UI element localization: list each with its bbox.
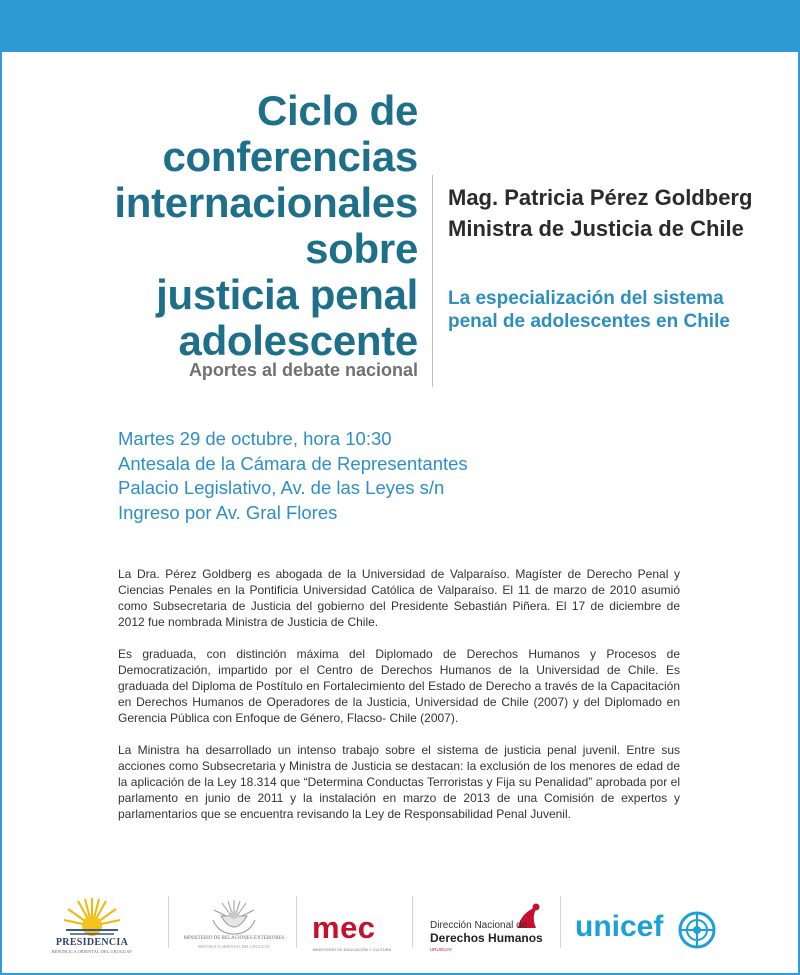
coat-of-arms-icon bbox=[209, 898, 259, 936]
event-subtitle: Aportes al debate nacional bbox=[188, 360, 418, 380]
speaker-biography bbox=[118, 566, 680, 838]
event-venue: Antesala de la Cámara de Representantes bbox=[118, 452, 468, 474]
speaker-name: Mag. Patricia Pérez Goldberg bbox=[448, 185, 753, 210]
sun-emblem-icon bbox=[62, 896, 122, 936]
presidencia-label: PRESIDENCIA bbox=[55, 937, 129, 948]
dnh-label-line1: Dirección Nacional de bbox=[430, 920, 528, 931]
bio-paragraph: Es graduada, con distinción máxima del Diplomado de Derechos Humanos y Procesos de Democratización, impartido por el Centro de Derechos Humanos de la Universidad de Chile. Es graduada del Diploma de Postítulo en Fortalecimiento del Estado de Derecho a través de la Capacitación en Derechos Humanos de Operadores de la Justicia, Universidad de Chile (2007) y del Diplomado en Gerencia Pública con Enfoque de Género, Flacso- Chile (2007). bbox=[118, 647, 680, 725]
logo-divider bbox=[168, 896, 169, 948]
bio-paragraph: La Ministra ha desarrollado un intenso trabajo sobre el sistema de justicia penal juvenil. Entre sus acciones como Subsecretaria y Ministra de Justicia se destacan: la exclusión de los menores de edad de la aplicación de la Ley 18.314 que “Determina Conductas Terroristas y Fija su Penalidad” aprobada por el parlamento en junio de 2011 y la instalación en marzo de 2013 de una Comisión de expertos y parlamentarios que se encuentra revisando la Ley de Responsabilidad Penal Juvenil. bbox=[118, 743, 680, 821]
unicef-logo: unicef bbox=[575, 910, 664, 943]
top-color-bar bbox=[0, 0, 800, 52]
title-line: justicia penal bbox=[156, 271, 418, 318]
logo-divider bbox=[560, 896, 561, 948]
title-line: sobre bbox=[305, 225, 418, 272]
vertical-divider bbox=[432, 175, 433, 387]
dnh-label-line3: URUGUAY bbox=[430, 947, 453, 952]
unicef-globe-icon bbox=[676, 909, 718, 951]
event-title bbox=[40, 88, 418, 364]
conference-topic: La especialización del sistema penal de adolescentes en Chile bbox=[448, 288, 730, 332]
dnh-label-line2: Derechos Humanos bbox=[430, 931, 543, 945]
title-line: Ciclo de bbox=[257, 87, 418, 134]
logo-divider bbox=[296, 896, 297, 948]
title-line: internacionales bbox=[114, 179, 418, 226]
speaker-block bbox=[448, 183, 788, 243]
ministerio-label: MINISTERIO DE RELACIONES EXTERIORES bbox=[183, 936, 285, 941]
event-address: Palacio Legislativo, Av. de las Leyes s/n bbox=[118, 477, 445, 498]
mec-logo: mec bbox=[312, 910, 376, 945]
speaker-role: Ministra de Justicia de Chile bbox=[448, 216, 744, 241]
event-date: Martes 29 de octubre, hora 10:30 bbox=[118, 428, 392, 449]
bio-paragraph: La Dra. Pérez Goldberg es abogada de la Universidad de Valparaíso. Magíster de Derecho Penal y Ciencias Penales en la Pontificia Universidad Católica de Valparaíso. El 11 de marzo de 2010 asumió como Subsecretaria de Justicia del gobierno del Presidente Sebastián Piñera. El 17 de diciembre de 2012 fue nombrada Ministra de Justicia de Chile. bbox=[118, 567, 680, 629]
logo-divider bbox=[412, 896, 413, 948]
event-details bbox=[118, 427, 468, 525]
title-line: adolescente bbox=[178, 317, 418, 364]
mec-sublabel: MINISTERIO DE EDUCACIÓN Y CULTURA bbox=[312, 947, 392, 952]
presidencia-sublabel: REPÚBLICA ORIENTAL DEL URUGUAY bbox=[51, 949, 133, 954]
event-entrance: Ingreso por Av. Gral Flores bbox=[118, 501, 338, 523]
ministerio-sublabel: REPÚBLICA ORIENTAL DEL URUGUAY bbox=[198, 944, 270, 949]
title-line: conferencias bbox=[162, 133, 418, 180]
